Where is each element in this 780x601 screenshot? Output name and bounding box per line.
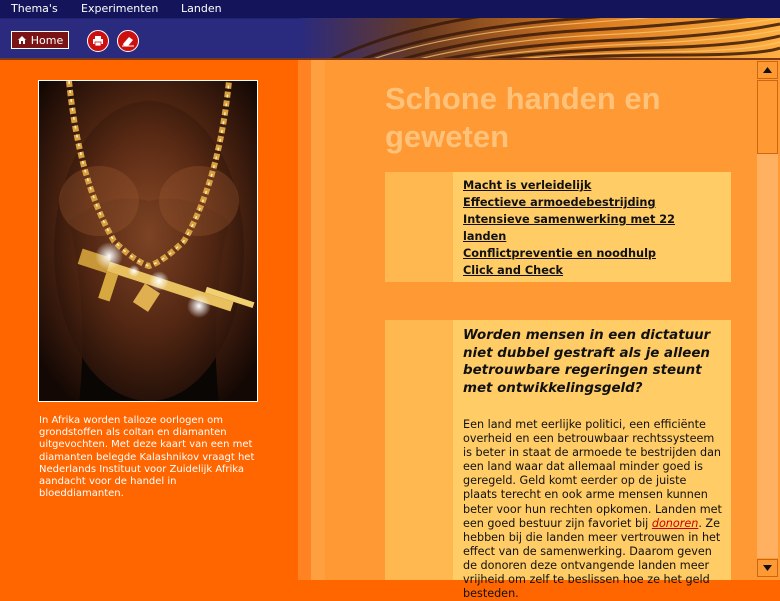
- nav-box-margin: [385, 172, 453, 282]
- menu-item-themas[interactable]: Thema's: [11, 2, 58, 15]
- decor-strip: [311, 60, 325, 580]
- menu-bar: [0, 0, 780, 18]
- nav-link-macht[interactable]: Macht is verleidelijk: [463, 179, 592, 192]
- diamond-kalashnikov-photo: [38, 80, 258, 402]
- nav-link-conflictpreventie[interactable]: Conflictpreventie en noodhulp: [463, 247, 657, 260]
- donoren-link[interactable]: donoren: [651, 516, 699, 530]
- home-button-label: Home: [30, 33, 64, 47]
- scroll-down-button[interactable]: [757, 559, 778, 577]
- topic-nav: [463, 177, 713, 279]
- article-body: [463, 418, 723, 601]
- home-icon: [17, 35, 27, 45]
- left-column: [0, 60, 298, 580]
- eraser-icon: [121, 35, 135, 47]
- arrow-up-icon: [763, 67, 772, 73]
- article-question: Worden mensen in een dictatuur niet dubbel gestraft als je alleen betrouwbare regeringen steunt met ontwikkelingsgeld?: [463, 328, 711, 396]
- scroll-up-button[interactable]: [757, 61, 778, 79]
- decor-strip: [325, 60, 385, 580]
- nav-link-click-and-check[interactable]: Click and Check: [463, 264, 564, 277]
- nav-link-samenwerking[interactable]: Intensieve samenwerking met 22 landen: [463, 213, 675, 243]
- decor-strip: [298, 60, 311, 580]
- print-button[interactable]: [87, 30, 109, 52]
- nav-link-armoedebestrijding[interactable]: Effectieve armoedebestrijding: [463, 196, 656, 209]
- edit-button[interactable]: [117, 30, 139, 52]
- scroll-thumb[interactable]: [757, 80, 778, 154]
- photo-caption: In Afrika worden talloze oorlogen om grondstoffen als coltan en diamanten uitgevochten. Met deze kaart van een met diamanten belegde Kalashnikov vraagt het Nederlands Instituut voor Zuidelijk Afrika aandacht voor de handel in bloeddiamanten.: [39, 415, 255, 500]
- menu-item-landen[interactable]: Landen: [181, 2, 222, 15]
- arrow-down-icon: [763, 565, 772, 571]
- article-text: Een land met eerlijke politici, een efficiënte overheid en een betrouwbaar rechtssysteem is beter in staat de armoede te bestrijden dan een land waar dat allemaal minder goed is geregeld. Geld komt eerder op de juiste plaats terecht en ook arme mensen kunnen beter voor hun rechten opkomen. Landen met een goed bestuur zijn favoriet bij: [463, 418, 722, 530]
- menu-item-experimenten[interactable]: Experimenten: [81, 2, 159, 15]
- article-text-continued: . Ze hebben bij die landen meer vertrouwen in het effect van de samenwerking. Daarom geven de donoren deze ontvangende landen meer vrijheid om zelf te beslissen hoe ze het geld besteden.: [463, 516, 721, 601]
- printer-icon: [92, 35, 104, 47]
- article-margin: [385, 320, 453, 580]
- home-button[interactable]: [11, 31, 69, 49]
- page-title: Schone handen en geweten: [385, 81, 661, 154]
